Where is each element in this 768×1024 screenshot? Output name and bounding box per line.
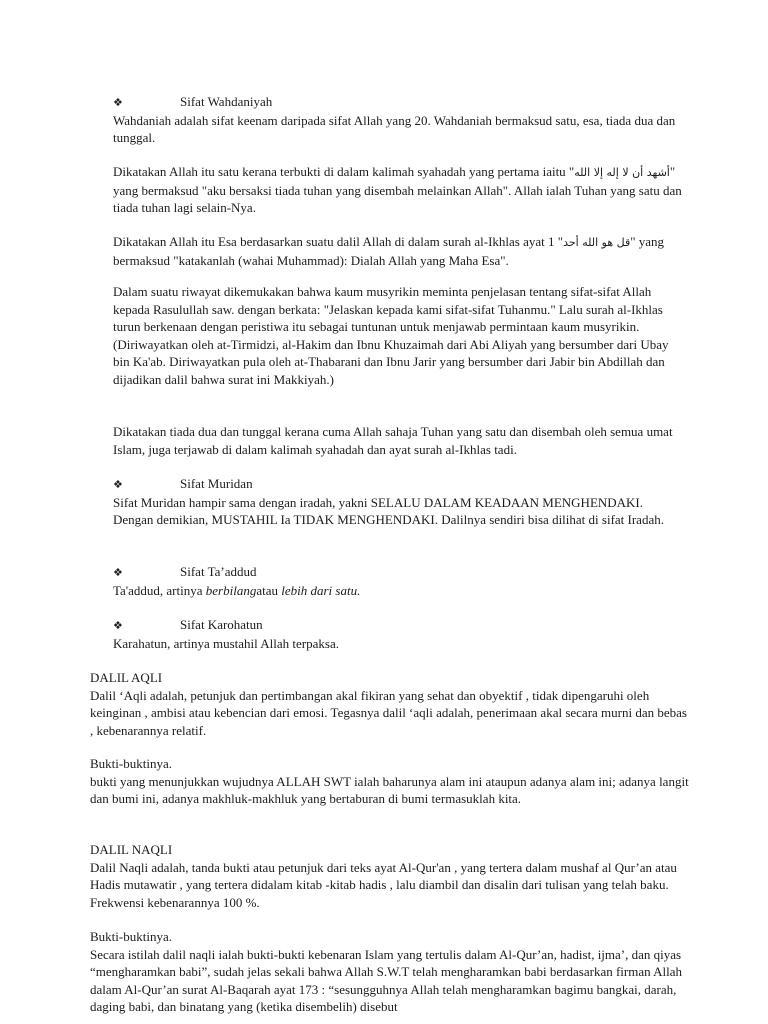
heading-taaddud: Sifat Ta’addud <box>180 564 257 579</box>
section-dalil-naqli <box>90 841 690 911</box>
paragraph-wahdaniyah-1: Wahdaniah adalah sifat keenam daripada sifat Allah yang 20. Wahdaniah bermaksud satu, esa, tiada dua dan tunggal. <box>113 112 676 146</box>
section-muridan <box>113 475 685 529</box>
section-naqli-bukti <box>90 928 690 1016</box>
section-taaddud <box>113 563 685 599</box>
paragraph-karohatun: Karahatun, artinya mustahil Allah terpaksa. <box>113 635 339 651</box>
label-bukti-buktinya: Bukti-buktinya. <box>90 756 172 771</box>
paragraph-dalil-naqli: Dalil Naqli adalah, tanda bukti atau petunjuk dari teks ayat Al-Qur'an , yang tertera dalam mushaf al Qur’an atau Hadis mutawatir , yang tertera didalam kitab -kitab hadis , lalu diambil dan disalin dari tulisan yang telah baku. Frekwensi kebenarannya 100 %. <box>90 859 677 910</box>
section-wahdaniyah <box>113 93 685 147</box>
paragraph-wahdaniyah-3 <box>113 233 685 269</box>
heading-karohatun: Sifat Karohatun <box>180 617 263 632</box>
section-aqli-bukti <box>90 755 690 808</box>
heading-dalil-naqli: DALIL NAQLI <box>90 842 173 857</box>
text-segment: atau <box>256 582 282 598</box>
paragraph-wahdaniyah-4 <box>113 283 685 389</box>
heading-dalil-aqli: DALIL AQLI <box>90 670 163 685</box>
bullet-heading-karohatun <box>113 616 685 635</box>
paragraph-text: Dikatakan tiada dua dan tunggal kerana cuma Allah sahaja Tuhan yang satu dan disembah oleh semua umat Islam, juga terjawab di dalam kalimah syahadah dan ayat surah al-Ikhlas tadi. <box>113 424 673 457</box>
paragraph-aqli-bukti: bukti yang menunjukkan wujudnya ALLAH SWT ialah baharunya alam ini ataupun adanya alam ini; adanya langit dan bumi ini, adanya makhluk-makhluk yang bertaburan di bumi termasuklah kita. <box>90 773 689 807</box>
text-segment: Dikatakan Allah itu satu kerana terbukti di dalam kalimah syahadah yang pertama iaitu " <box>113 164 575 179</box>
diamond-bullet-icon: ❖ <box>113 619 123 632</box>
diamond-bullet-icon: ❖ <box>113 96 123 109</box>
section-dalil-aqli <box>90 669 690 739</box>
text-segment: Dikatakan Allah itu Esa berdasarkan suatu dalil Allah di dalam surah al-Ikhlas ayat 1 " <box>113 234 564 249</box>
text-segment: " yang bermaksud "aku bersaksi tiada tuhan yang disembah melainkan Allah". Allah ialah Tuhan yang satu dan tiada tuhan lagi selain-Nya. <box>113 164 682 216</box>
arabic-syahadah: أشهد أن لا إله إلا الله <box>574 166 670 179</box>
label-bukti-buktinya: Bukti-buktinya. <box>90 929 172 944</box>
heading-muridan: Sifat Muridan <box>180 476 253 491</box>
paragraph-taaddud <box>113 582 685 600</box>
section-karohatun <box>113 616 685 652</box>
text-segment: " yang bermaksud "katakanlah (wahai Muhammad): Dialah Allah yang Maha Esa". <box>113 234 665 268</box>
paragraph-muridan: Sifat Muridan hampir sama dengan iradah, yakni SELALU DALAM KEADAAN MENGHENDAKI. Dengan demikian, MUSTAHIL Ia TIDAK MENGHENDAKI. Dalilnya sendiri bisa dilihat di sifat Iradah. <box>113 494 664 528</box>
paragraph-wahdaniyah-5 <box>113 423 685 458</box>
paragraph-dalil-aqli: Dalil ‘Aqli adalah, petunjuk dan pertimbangan akal fikiran yang sehat dan obyektif , tidak dipengaruhi oleh keinginan , ambisi atau kebencian dari emosi. Tegasnya dalil ‘aqli adalah, penerimaan akal secara murni dan bebas , kebenarannya relatif. <box>90 687 687 738</box>
bullet-heading-wahdaniyah <box>113 93 685 112</box>
paragraph-naqli-bukti-1: Secara istilah dalil naqli ialah bukti-bukti kebenaran Islam yang tertulis dalam Al-Qur’an, hadist, ijma’, dan qiyas <box>90 946 682 962</box>
heading-wahdaniyah: Sifat Wahdaniyah <box>180 94 273 109</box>
bullet-heading-muridan <box>113 475 685 494</box>
bullet-heading-taaddud <box>113 563 685 582</box>
arabic-ikhlas: قل هو الله أحد <box>563 236 631 249</box>
diamond-bullet-icon: ❖ <box>113 566 123 579</box>
diamond-bullet-icon: ❖ <box>113 478 123 491</box>
text-segment: Ta'addud, artinya <box>113 582 206 598</box>
paragraph-wahdaniyah-2 <box>113 163 685 217</box>
paragraph-text: Dalam suatu riwayat dikemukakan bahwa kaum musyrikin meminta penjelasan tentang sifat-sifat Allah kepada Rasulullah saw. dengan berkata: "Jelaskan kepada kami sifat-sifat Tuhanmu." Lalu surah al-Ikhlas turun berkenaan dengan peristiwa itu sebagai tuntunan untuk menjawab permintaan kaum musyrikin. (Diriwayatkan oleh at-Tirmidzi, al-Hakim dan Ibnu Khuzaimah dari Abi Aliyah yang bersumber dari Ubay bin Ka'ab. Diriwayatkan pula oleh at-Thabarani dan Ibnu Jarir yang bersumber dari Jabir bin Abdillah dan dijadikan dalil bahwa surat ini Makkiyah.) <box>113 284 669 387</box>
emphasis-lebih-dari-satu: lebih dari satu. <box>281 582 361 598</box>
paragraph-naqli-bukti-2: “mengharamkan babi”, sudah jelas sekali bahwa Allah S.W.T telah mengharamkan babi berdasarkan firman Allah dalam Al-Qur’an surat Al-Baqarah ayat 173 : “sesungguhnya Allah telah mengharamkan bagimu bangkai, darah, daging babi, dan binatang yang (ketika disembelih) disebut <box>90 964 683 1015</box>
emphasis-berbilang: berbilang <box>205 582 257 598</box>
